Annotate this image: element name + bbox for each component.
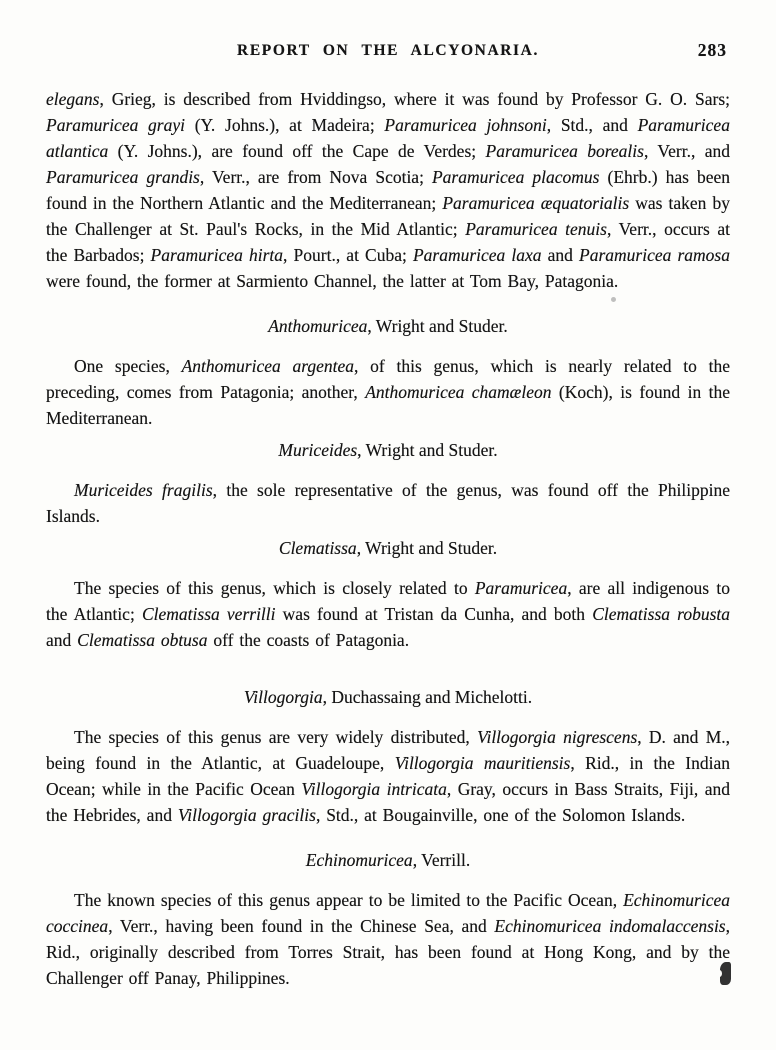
running-head-title: REPORT ON THE ALCYONARIA. (237, 42, 539, 59)
page-header (46, 42, 730, 66)
taxon-name: Paramuricea (474, 578, 568, 598)
body-text: (Koch), is found in the Mediterranean. (46, 382, 730, 428)
body-text: , Rid., originally described from Torres Strait, has been found at Hong Kong, and by the Challenger off Panay, Philippines. (46, 916, 730, 988)
body-text: and (541, 245, 580, 265)
body-text: , Gray, occurs in Bass Straits, Fiji, and the Hebrides, and (46, 779, 731, 825)
taxon-name: Villogorgia (243, 687, 323, 707)
paragraph-villogorgia (46, 724, 730, 828)
body-text: , Verrill. (412, 850, 471, 870)
heading-clematissa (46, 535, 730, 561)
body-text: , are all indigenous to the Atlantic; (46, 578, 730, 624)
body-text: were found, the former at Sarmiento Channel, the latter at Tom Bay, Patagonia. (46, 271, 619, 291)
body-text: One species, (74, 356, 182, 376)
taxon-name: Paramuricea placomus (431, 167, 600, 187)
taxon-name: Paramuricea johnsoni (384, 115, 547, 135)
body-text: , of this genus, which is nearly related to the preceding, comes from Patagonia; another, (46, 356, 730, 402)
body-text: was taken by the Challenger at St. Paul's Rocks, in the Mid Atlantic; (46, 193, 730, 239)
body-text: , Std., at Bougainville, one of the Solomon Islands. (315, 805, 686, 825)
taxon-name: Anthomuricea (268, 316, 368, 336)
taxon-name: Villogorgia intricata (301, 779, 447, 799)
section-muriceides (46, 437, 730, 529)
body-text: was found at Tristan da Cunha, and both (275, 604, 593, 624)
paragraph-paramuricea-distribution (46, 86, 730, 294)
section-echinomuricea (46, 847, 730, 991)
taxon-name: Clematissa (278, 538, 357, 558)
body-text: The known species of this genus appear to be limited to the Pacific Ocean, (74, 890, 624, 910)
body-text: , D. and M., being found in the Atlantic, at Guadeloupe, (46, 727, 730, 773)
taxon-name: Muriceides fragilis (74, 480, 213, 500)
taxon-name: Villogorgia nigrescens (477, 727, 638, 747)
paragraph-muriceides (46, 477, 730, 529)
body-text: , Wright and Studer. (367, 316, 508, 336)
taxon-name: Clematissa robusta (592, 604, 730, 624)
taxon-name: Paramuricea atlantica (46, 115, 730, 161)
body-text: , Wright and Studer. (356, 538, 498, 558)
taxon-name: Anthomuricea chamæleon (365, 382, 552, 402)
section-paramuricea-distribution (46, 86, 730, 294)
taxon-name: Villogorgia mauritiensis (394, 753, 571, 773)
taxon-name: Paramuricea æquatorialis (442, 193, 630, 213)
taxon-name: Anthomuricea argentea (181, 356, 355, 376)
body-text: , Verr., occurs at the Barbados; (46, 219, 730, 265)
taxon-name: Villogorgia gracilis (177, 805, 316, 825)
section-anthomuricea (46, 313, 730, 431)
scan-edge-artifact (720, 962, 731, 985)
section-clematissa (46, 535, 730, 653)
paragraph-echinomuricea (46, 887, 730, 991)
taxon-name: Paramuricea grayi (46, 115, 185, 135)
taxon-name: Echinomuricea coccinea (46, 890, 730, 936)
body-text: , Wright and Studer. (357, 440, 498, 460)
taxon-name: Echinomuricea (305, 850, 413, 870)
page-body (46, 86, 730, 991)
taxon-name: Paramuricea hirta (150, 245, 284, 265)
taxon-name: Paramuricea grandis (46, 167, 200, 187)
body-text: (Y. Johns.), at Madeira; (185, 115, 385, 135)
taxon-name: Echinomuricea indomalaccensis (494, 916, 726, 936)
section-villogorgia (46, 684, 730, 828)
body-text: off the coasts of Patagonia. (207, 630, 410, 650)
body-text: , Std., and (546, 115, 638, 135)
taxon-name: Paramuricea ramosa (579, 245, 730, 265)
body-text: The species of this genus are very widely distributed, (74, 727, 478, 747)
taxon-name: Paramuricea tenuis (465, 219, 607, 239)
body-text: , Rid., in the Indian Ocean; while in the Pacific Ocean (46, 753, 730, 799)
scan-speck (611, 297, 616, 302)
paragraph-anthomuricea (46, 353, 730, 431)
taxon-name: Paramuricea borealis (485, 141, 644, 161)
heading-villogorgia (46, 684, 730, 710)
body-text: and (46, 630, 78, 650)
body-text: , Pourt., at Cuba; (283, 245, 413, 265)
body-text: , Grieg, is described from Hviddingso, where it was found by Professor G. O. Sars; (99, 89, 730, 109)
taxon-name: Clematissa verrilli (141, 604, 276, 624)
body-text: (Ehrb.) has been found in the Northern Atlantic and the Mediterranean; (46, 167, 730, 213)
body-text: (Y. Johns.), are found off the Cape de Verdes; (108, 141, 486, 161)
taxon-name: Muriceides (278, 440, 358, 460)
heading-muriceides (46, 437, 730, 463)
body-text: , the sole representative of the genus, was found off the Philippine Islands. (46, 480, 731, 526)
body-text: , Verr., are from Nova Scotia; (199, 167, 432, 187)
body-text: , Duchassaing and Michelotti. (322, 687, 533, 707)
body-text: , Verr., having been found in the Chinese Sea, and (108, 916, 495, 936)
body-text: , Verr., and (643, 141, 730, 161)
paragraph-clematissa (46, 575, 730, 653)
heading-anthomuricea (46, 313, 730, 339)
page-number: 283 (697, 40, 727, 60)
heading-echinomuricea (46, 847, 730, 873)
taxon-name: Clematissa obtusa (77, 630, 208, 650)
taxon-name: elegans (46, 89, 100, 109)
taxon-name: Paramuricea laxa (412, 245, 542, 265)
body-text: The species of this genus, which is closely related to (74, 578, 475, 598)
